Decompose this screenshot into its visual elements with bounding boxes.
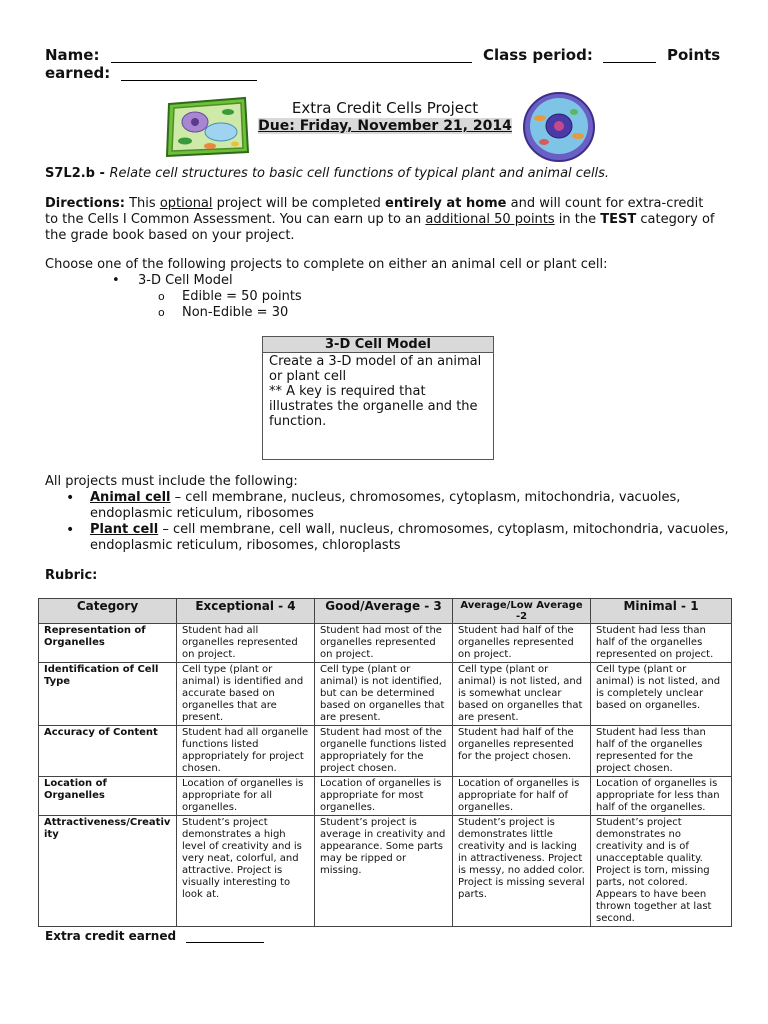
animal-cell-image — [522, 90, 596, 164]
points-earned-field[interactable] — [121, 64, 257, 81]
model-box-header: 3-D Cell Model — [263, 337, 493, 353]
project-options — [110, 273, 302, 321]
table-cell: Student had most of the organelles represented on project. — [315, 624, 453, 663]
table-cell: Student had less than half of the organelles represented on project. — [591, 624, 732, 663]
standard-code: S7L2.b - — [45, 166, 110, 181]
model-box — [262, 336, 494, 460]
table-cell: Location of organelles is appropriate for most organelles. — [315, 777, 453, 816]
table-cell: Student’s project demonstrates a high level of creativity and is very neat, colorful, and attractive. Project is visually interesting to look at. — [177, 816, 315, 927]
directions-text-4: in the — [554, 212, 601, 227]
table-cell: Location of organelles is appropriate for half of organelles. — [453, 777, 591, 816]
header-exceptional: Exceptional - 4 — [177, 599, 315, 624]
header-good-average: Good/Average - 3 — [315, 599, 453, 624]
table-cell: Cell type (plant or animal) is identified and accurate based on organelles that are present. — [177, 663, 315, 726]
header-category: Category — [39, 599, 177, 624]
row-category: Location of Organelles — [39, 777, 177, 816]
earned-label: earned: — [45, 64, 111, 82]
animal-cell-label: Animal cell — [90, 490, 171, 505]
directions — [45, 196, 715, 244]
table-row — [39, 663, 732, 726]
standard-text: Relate cell structures to basic cell functions of typical plant and animal cells. — [109, 166, 610, 181]
model-box-line-1: Create a 3-D model of an animal or plant cell — [269, 354, 482, 384]
header-average-low: Average/Low Average -2 — [453, 599, 591, 624]
test-category: TEST — [600, 212, 637, 227]
table-row — [39, 726, 732, 777]
standard — [45, 166, 745, 182]
plant-cell-text: – cell membrane, cell wall, nucleus, chromosomes, cytoplasm, mitochondria, vacuoles, endoplasmic reticulum, ribosomes, chloroplasts — [90, 522, 729, 553]
choose-text: Choose one of the following projects to complete on either an animal cell or plant cell: — [45, 257, 608, 272]
table-cell: Location of organelles is appropriate for all organelles. — [177, 777, 315, 816]
table-cell: Student had less than half of the organelles represented for the project chosen. — [591, 726, 732, 777]
plant-cell-item — [66, 522, 746, 554]
extra-credit-field[interactable] — [186, 930, 264, 943]
table-cell: Cell type (plant or animal) is not listed, and is somewhat unclear based on organelles that are present. — [453, 663, 591, 726]
option-edible: o Edible = 50 points — [110, 289, 302, 305]
option-non-edible: o Non-Edible = 30 — [110, 305, 302, 321]
table-cell: Student’s project is demonstrates little creativity and is lacking in attractiveness. Project is messy, no added color. Project is missing several parts. — [453, 816, 591, 927]
table-row — [39, 816, 732, 927]
directions-text-2: project will be completed — [212, 196, 385, 211]
table-cell: Student had half of the organelles represented on project. — [453, 624, 591, 663]
row-category: Identification of Cell Type — [39, 663, 177, 726]
extra-credit — [45, 929, 264, 943]
rubric-header-row — [39, 599, 732, 624]
table-row — [39, 624, 732, 663]
plant-cell-image — [165, 96, 250, 158]
optional-word: optional — [159, 196, 213, 211]
header-minimal: Minimal - 1 — [591, 599, 732, 624]
extra-credit-label: Extra credit earned — [45, 929, 177, 943]
title-block — [240, 99, 530, 135]
include-list — [66, 490, 746, 554]
project-title: Extra Credit Cells Project — [291, 99, 479, 117]
row-category: Representation of Organelles — [39, 624, 177, 663]
directions-text-1: This — [124, 196, 160, 211]
table-cell: Student had most of the organelle functions listed appropriately for the project chosen. — [315, 726, 453, 777]
plant-cell-label: Plant cell — [90, 522, 159, 537]
table-cell: Cell type (plant or animal) is not identified, but can be determined based on organelles that are present. — [315, 663, 453, 726]
model-box-body — [263, 353, 493, 430]
table-cell: Student’s project is average in creativity and appearance. Some parts may be ripped or missing. — [315, 816, 453, 927]
due-date-text: Due: Friday, November 21, 2014 — [258, 118, 512, 134]
rubric-table — [38, 598, 732, 927]
name-label: Name: — [45, 46, 100, 64]
model-box-line-2: ** A key is required that illustrates the organelle and the function. — [269, 384, 478, 429]
animal-cell-text: – cell membrane, nucleus, chromosomes, cytoplasm, mitochondria, vacuoles, endoplasmic reticulum, ribosomes — [90, 490, 681, 521]
table-cell: Student had half of the organelles represented for the project chosen. — [453, 726, 591, 777]
row-category: Accuracy of Content — [39, 726, 177, 777]
due-date — [240, 117, 530, 135]
table-row — [39, 777, 732, 816]
table-cell: Student had all organelle functions listed appropriately for project chosen. — [177, 726, 315, 777]
points-label: Points — [667, 46, 721, 64]
additional-points: additional 50 points — [425, 212, 555, 227]
table-cell: Student’s project demonstrates no creativity and is of unacceptable quality. Project is torn, missing parts, not colored. Appears to have been thrown together at last second. — [591, 816, 732, 927]
row-category: Attractiveness/Creativity — [39, 816, 177, 927]
directions-text-3: and will count for extra-credit to the Cells I Common Assessment. You can earn up to an — [45, 196, 704, 227]
entirely-at-home: entirely at home — [385, 196, 507, 211]
include-intro: All projects must include the following: — [45, 474, 298, 489]
rubric-label: Rubric: — [45, 568, 98, 583]
name-field[interactable] — [111, 46, 472, 63]
table-cell: Cell type (plant or animal) is not listed, and is completely unclear based on organelles. — [591, 663, 732, 726]
table-cell: Location of organelles is appropriate for less than half of the organelles. — [591, 777, 732, 816]
directions-text-5: category of the grade book based on your project. — [45, 212, 715, 243]
name-line — [45, 46, 735, 82]
class-period-field[interactable] — [603, 46, 656, 63]
directions-label: Directions: — [45, 196, 125, 211]
animal-cell-item — [66, 490, 746, 522]
option-3d-model: • 3-D Cell Model — [110, 273, 302, 289]
class-period-label: Class period: — [483, 46, 593, 64]
table-cell: Student had all organelles represented on project. — [177, 624, 315, 663]
